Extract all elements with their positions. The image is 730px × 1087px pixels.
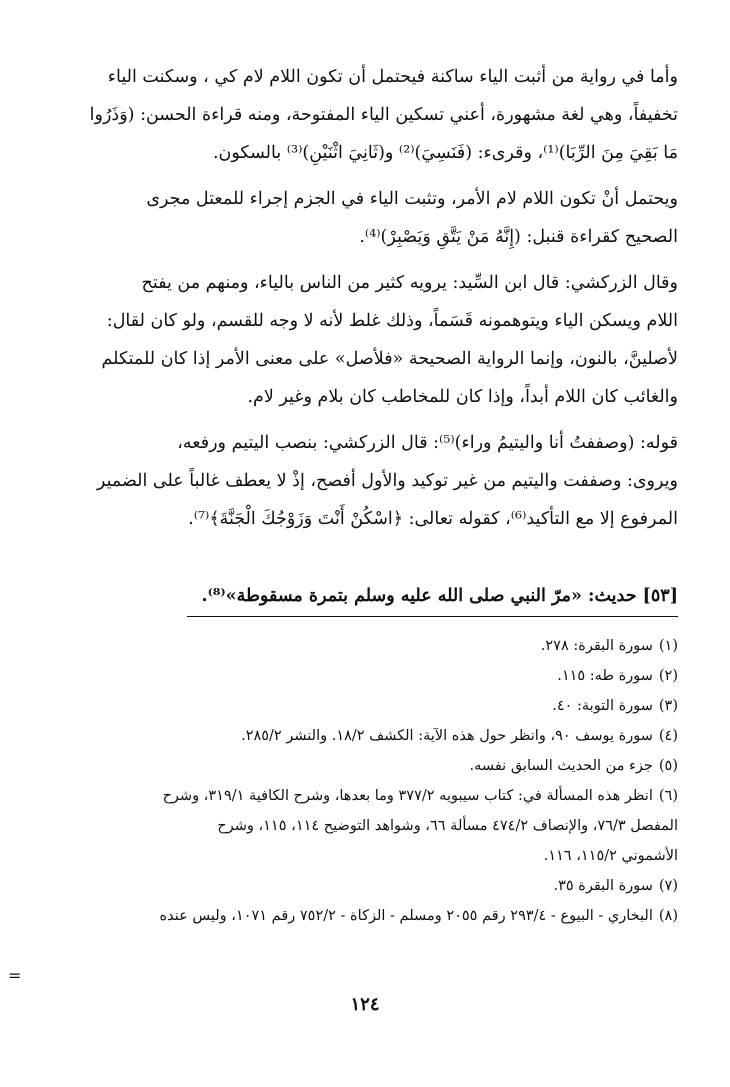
footnote [36,871,678,901]
text-line: مَا بَقِيَ مِنَ الرِّبَا)⁽¹⁾، وقرىء: (فَنَسِيَ)⁽²⁾ و(ثَانِيَ اثْنَيْنِ)⁽³⁾ بالسكون. [212,143,678,163]
paragraph-3 [36,264,678,416]
text-line: المرفوع إلا مع التأكيد⁽⁶⁾، كقوله تعالى: ﴿اسْكُنْ أَنْتَ وَزَوْجُكَ الْجَنَّةَ﴾⁽⁷⁾. [188,509,678,529]
footnote-text: سورة البقرة: ٢٧٨. [540,638,653,654]
footnote-text: سورة البقرة ٣٥. [553,878,653,894]
paragraph-4 [36,424,678,538]
footnote-number: (٥) [658,758,678,774]
footnote-continuation: الأشموني ١١٥/٢، ١١٦. [543,848,678,864]
text-line: ويحتمل أنْ تكون اللام لام الأمر، وتثبت الياء في الجزم إجراء للمعتل مجرى [146,189,678,209]
text-line: الصحيح كقراءة قنبل: (إِنَّهُ مَنْ يَتَّقِ وَيَصْبِرْ)⁽⁴⁾. [359,227,678,247]
footnote-text: سورة طه: ١١٥. [557,668,653,684]
footnote-number: (٨) [658,908,678,924]
footnote-text: سورة يوسف ٩٠، وانظر حول هذه الآية: الكشف ١٨/٢. والنشر ٢٨٥/٢. [241,728,653,744]
text-line: قوله: (وصففتُ أنا واليتيمُ وراء)⁽⁵⁾: قال الزركشي: بنصب اليتيم ورفعه، [177,433,678,453]
text-line: تخفيفاً، وهي لغة مشهورة، أعني تسكين الياء المفتوحة، ومنه قراءة الحسن: (وَذَرُوا [89,105,678,125]
footnote [36,781,678,811]
hadith-heading: [٥٣] حديث: «مرّ النبي صلى الله عليه وسلم بتمرة مسقوطة»⁽⁸⁾. [187,586,678,617]
paragraph-2 [36,180,678,256]
footnote-number: (٤) [658,728,678,744]
footnote-text: البخاري - البيوع - ٢٩٣/٤ رقم ٢٠٥٥ ومسلم - الزكاة - ٧٥٢/٢ رقم ١٠٧١، وليس عنده [159,908,653,924]
footnote-number: (٧) [658,878,678,894]
footnote [36,691,678,721]
footnote-number: (١) [658,638,678,654]
text-line: وأما في رواية من أثبت الياء ساكنة فيحتمل أن تكون اللام لام كي ، وسكنت الياء [107,67,678,87]
footnote-number: (٢) [658,668,678,684]
text-line: لأصلينَّ، بالنون، وإنما الرواية الصحيحة «فلأصل» على معنى الأمر إذا كان للمتكلم [101,349,678,369]
footnote [36,751,678,781]
footnotes [36,631,678,931]
paragraph-1 [36,58,678,172]
footnote-text: انظر هذه المسألة في: كتاب سيبويه ٣٧٧/٢ وما بعدها، وشرح الكافية ٣١٩/١، وشرح [162,788,653,804]
footnote [36,901,678,931]
footnote [36,661,678,691]
footnote-text: سورة التوبة: ٤٠. [552,698,653,714]
footnote-number: (٦) [658,788,678,804]
text-line: اللام ويسكن الياء ويتوهمونه قَسَماً، وذلك غلط لأنه لا وجه للقسم، ولو كان لقال: [106,311,678,331]
text-line: ويروى: وصففت واليتيم من غير توكيد والأول أفصح، إذْ لا يعطف غالباً على الضمير [96,471,678,491]
text-line: والغائب كان اللام أبداً، وإذا كان للمخاطب كان بلام وغير لام. [247,387,678,407]
text-line: وقال الزركشي: قال ابن السِّيد: يرويه كثير من الناس بالياء، ومنهم من يفتح [141,273,678,293]
footnote-number: (٣) [658,698,678,714]
footnote-continuation: المفصل ٧٦/٣، والإنصاف ٤٧٤/٢ مسألة ٦٦، وشواهد التوضيح ١١٤، ١١٥، وشرح [217,818,678,834]
page-number: ١٢٤ [350,994,380,1015]
page-body [36,58,678,931]
footnote [36,721,678,751]
footnote [36,631,678,661]
footnote-text: جزء من الحديث السابق نفسه. [469,758,653,774]
continuation-mark: = [8,966,22,985]
